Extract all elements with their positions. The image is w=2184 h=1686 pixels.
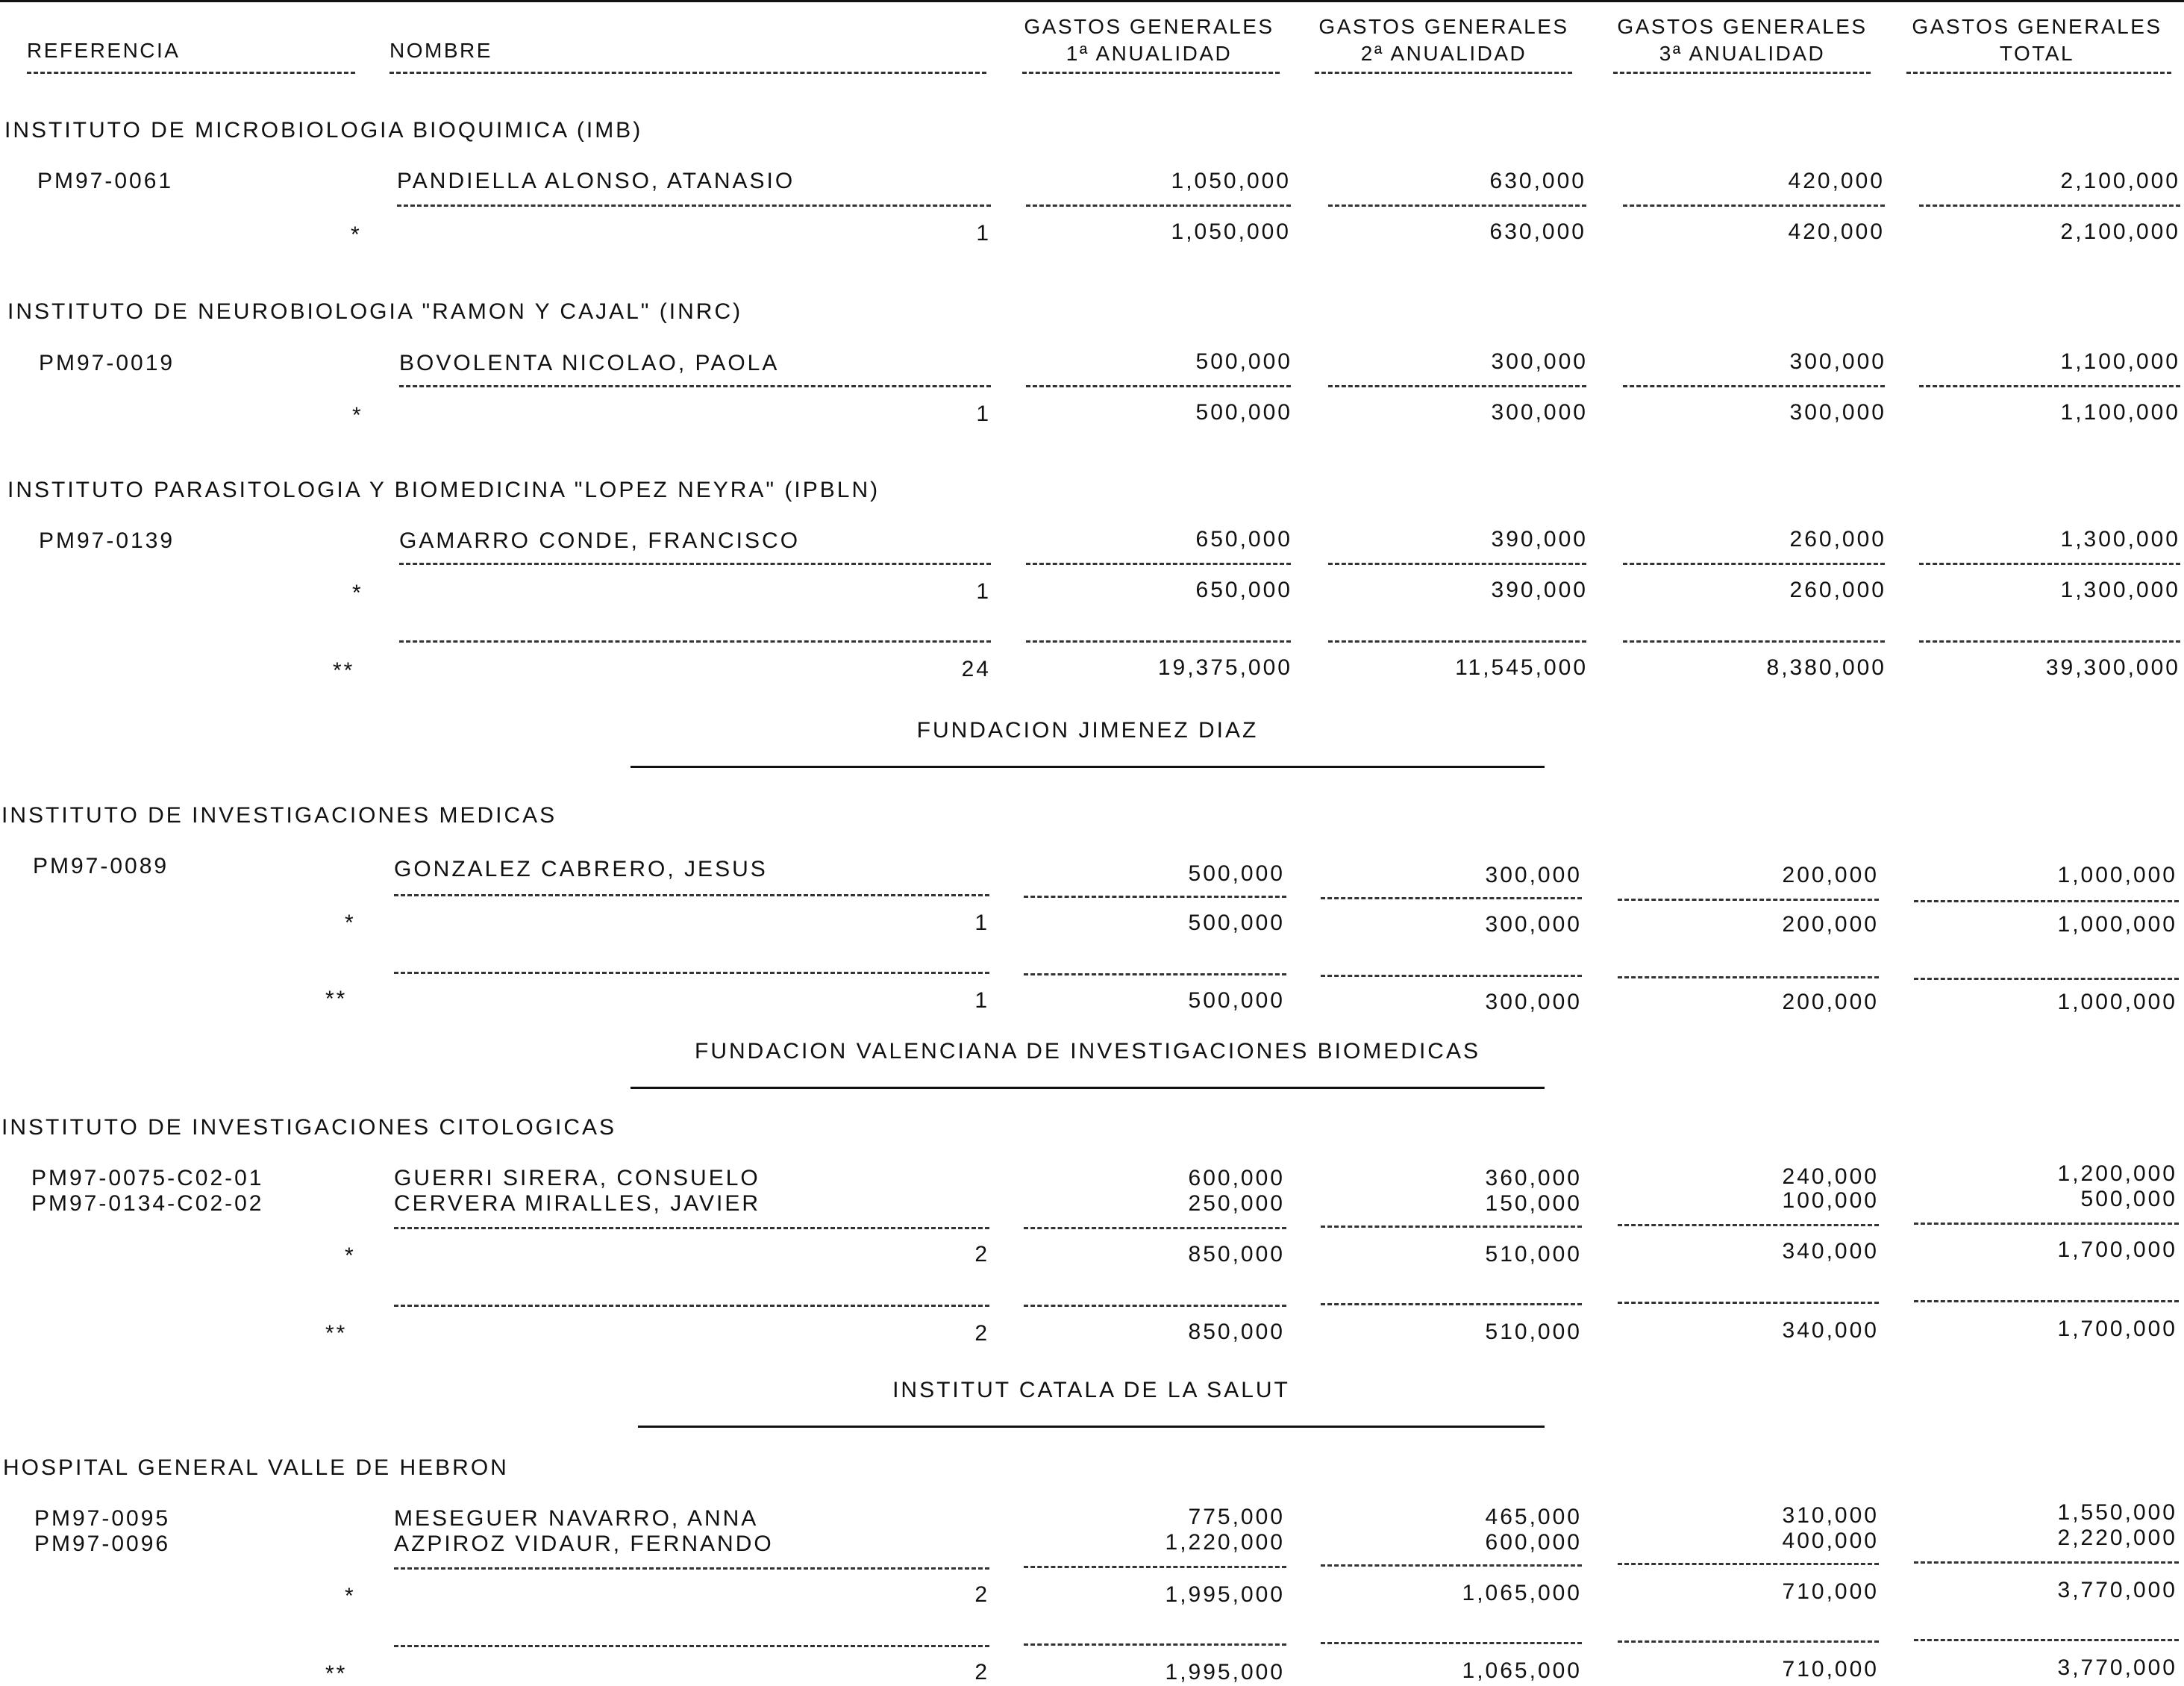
row-name: CERVERA MIRALLES, JAVIER — [394, 1191, 761, 1216]
row-ref: PM97-0061 — [37, 169, 174, 193]
grand-total-rule — [1024, 973, 1286, 975]
subtotal-a1: 650,000 — [1195, 578, 1292, 602]
row-total: 2,220,000 — [2057, 1526, 2177, 1550]
grand-total-a2: 1,065,000 — [1462, 1658, 1582, 1683]
subtotal-rule — [1623, 204, 1885, 207]
grand-total-a1: 500,000 — [1188, 988, 1285, 1013]
subtotal-total: 1,300,000 — [2060, 578, 2180, 602]
subtotal-rule — [399, 563, 991, 565]
row-total: 500,000 — [2080, 1187, 2177, 1211]
subtotal-a2: 510,000 — [1485, 1242, 1582, 1267]
grand-total-a2: 11,545,000 — [1455, 655, 1588, 680]
subtotal-total: 1,100,000 — [2060, 400, 2180, 425]
row-ref: PM97-0019 — [39, 351, 175, 375]
row-a3: 310,000 — [1782, 1503, 1879, 1528]
grand-total-rule — [1914, 1639, 2179, 1641]
row-a3: 100,000 — [1782, 1188, 1879, 1213]
row-ref: PM97-0075-C02-01 — [31, 1166, 264, 1190]
row-a2: 465,000 — [1485, 1505, 1582, 1529]
grand-total-a3: 200,000 — [1782, 990, 1879, 1014]
top-rule — [0, 0, 2184, 2]
subtotal-a2: 390,000 — [1491, 578, 1588, 602]
header-underline-ref — [27, 72, 355, 74]
organization-heading: FUNDACION JIMENEZ DIAZ — [916, 718, 1259, 743]
header-underline-a2 — [1315, 72, 1572, 74]
grand-total-a2: 510,000 — [1485, 1320, 1582, 1344]
grand-total-a1: 1,995,000 — [1165, 1660, 1285, 1685]
subtotal-a1: 500,000 — [1195, 400, 1292, 425]
subtotal-a3: 200,000 — [1782, 912, 1879, 937]
grand-total-rule — [394, 972, 989, 974]
grand-total-rule — [1321, 1303, 1582, 1305]
grand-total-count: 2 — [974, 1321, 989, 1346]
grand-total-mark: ** — [325, 987, 348, 1011]
row-a3: 400,000 — [1782, 1529, 1879, 1553]
col-header-anualidad-2: GASTOS GENERALES 2ª ANUALIDAD — [1318, 15, 1569, 65]
institute-heading: INSTITUTO DE INVESTIGACIONES MEDICAS — [1, 803, 557, 828]
subtotal-a3: 710,000 — [1782, 1579, 1879, 1604]
subtotal-rule — [1618, 1563, 1879, 1565]
row-ref: PM97-0134-C02-02 — [31, 1191, 264, 1216]
grand-total-a1: 850,000 — [1188, 1320, 1285, 1344]
row-a2: 300,000 — [1485, 863, 1582, 887]
grand-total-rule — [1618, 1640, 1879, 1643]
row-a1: 650,000 — [1195, 527, 1292, 552]
subtotal-a2: 300,000 — [1491, 400, 1588, 425]
organization-rule — [631, 1087, 1545, 1089]
grand-total-rule — [1024, 1305, 1286, 1307]
row-a1: 1,220,000 — [1165, 1530, 1285, 1555]
grand-total-rule — [399, 640, 991, 643]
subtotal-rule — [394, 894, 989, 896]
subtotal-a3: 340,000 — [1782, 1239, 1879, 1264]
subtotal-mark: * — [345, 1584, 356, 1608]
subtotal-rule — [1919, 563, 2180, 565]
row-total: 1,550,000 — [2057, 1500, 2177, 1525]
subtotal-rule — [1618, 899, 1879, 901]
subtotal-a1: 500,000 — [1188, 911, 1285, 935]
col-header-anualidad-1: GASTOS GENERALES 1ª ANUALIDAD — [1024, 15, 1274, 65]
organization-heading: INSTITUT CATALA DE LA SALUT — [892, 1378, 1290, 1402]
grand-total-total: 1,700,000 — [2057, 1317, 2177, 1341]
subtotal-a3: 260,000 — [1789, 578, 1886, 602]
header-underline-name — [389, 72, 986, 74]
subtotal-rule — [1623, 385, 1885, 387]
row-a2: 300,000 — [1491, 349, 1588, 374]
institute-heading: INSTITUTO DE MICROBIOLOGIA BIOQUIMICA (IMB) — [4, 118, 643, 143]
institute-heading: INSTITUTO DE INVESTIGACIONES CITOLOGICAS — [1, 1115, 617, 1140]
subtotal-count: 1 — [974, 911, 989, 935]
subtotal-rule — [1026, 563, 1291, 565]
grand-total-a1: 19,375,000 — [1157, 655, 1292, 680]
col-header-total: GASTOS GENERALES TOTAL — [1912, 15, 2162, 65]
subtotal-rule — [1328, 385, 1586, 387]
grand-total-rule — [1914, 978, 2179, 980]
row-a3: 260,000 — [1789, 527, 1886, 552]
row-name: AZPIROZ VIDAUR, FERNANDO — [394, 1532, 774, 1556]
subtotal-rule — [1321, 897, 1582, 899]
subtotal-rule — [394, 1567, 989, 1570]
row-ref: PM97-0139 — [39, 528, 175, 553]
subtotal-a3: 300,000 — [1789, 400, 1886, 425]
organization-rule — [631, 766, 1545, 768]
grand-total-mark: ** — [333, 658, 355, 683]
row-name: GONZALEZ CABRERO, JESUS — [394, 857, 768, 881]
subtotal-rule — [1914, 1223, 2179, 1225]
grand-total-rule — [1623, 640, 1885, 643]
subtotal-mark: * — [345, 1243, 356, 1268]
subtotal-a2: 1,065,000 — [1462, 1581, 1582, 1605]
row-a2: 600,000 — [1485, 1530, 1582, 1555]
subtotal-rule — [1618, 1224, 1879, 1226]
subtotal-rule — [1026, 385, 1291, 387]
row-total: 1,100,000 — [2060, 349, 2180, 374]
row-ref: PM97-0089 — [33, 854, 169, 878]
grand-total-rule — [1024, 1643, 1286, 1646]
grand-total-a3: 8,380,000 — [1766, 655, 1886, 680]
subtotal-a3: 420,000 — [1788, 219, 1885, 244]
subtotal-count: 1 — [976, 221, 991, 246]
grand-total-count: 2 — [974, 1660, 989, 1685]
row-a3: 200,000 — [1782, 863, 1879, 887]
subtotal-count: 1 — [976, 402, 991, 426]
subtotal-total: 2,100,000 — [2060, 219, 2180, 244]
row-ref: PM97-0096 — [34, 1532, 171, 1556]
subtotal-a1: 1,050,000 — [1171, 219, 1291, 244]
subtotal-rule — [1024, 1227, 1286, 1229]
col-header-nombre: NOMBRE — [389, 39, 492, 62]
row-a1: 500,000 — [1195, 349, 1292, 374]
subtotal-rule — [1328, 563, 1586, 565]
row-name: GUERRI SIRERA, CONSUELO — [394, 1166, 760, 1190]
row-a2: 150,000 — [1485, 1191, 1582, 1216]
subtotal-a1: 1,995,000 — [1165, 1582, 1285, 1607]
row-a3: 420,000 — [1788, 169, 1885, 193]
subtotal-rule — [1914, 900, 2179, 902]
grand-total-rule — [1618, 1302, 1879, 1304]
row-a3: 300,000 — [1789, 349, 1886, 374]
subtotal-rule — [397, 204, 991, 207]
subtotal-total: 1,700,000 — [2057, 1237, 2177, 1262]
subtotal-mark: * — [352, 403, 363, 428]
grand-total-rule — [1328, 640, 1586, 643]
row-name: PANDIELLA ALONSO, ATANASIO — [397, 169, 795, 193]
grand-total-rule — [1321, 1642, 1582, 1644]
grand-total-count: 24 — [961, 657, 991, 681]
grand-total-rule — [394, 1305, 989, 1307]
row-a1: 1,050,000 — [1171, 169, 1291, 193]
grand-total-rule — [1914, 1300, 2179, 1302]
row-a2: 630,000 — [1489, 169, 1586, 193]
header-underline-a3 — [1613, 72, 1871, 74]
institute-heading: INSTITUTO PARASITOLOGIA Y BIOMEDICINA "LOPEZ NEYRA" (IPBLN) — [7, 478, 880, 502]
subtotal-mark: * — [345, 911, 356, 935]
grand-total-a2: 300,000 — [1485, 990, 1582, 1014]
grand-total-count: 1 — [974, 988, 989, 1013]
subtotal-rule — [394, 1227, 989, 1229]
subtotal-count: 1 — [976, 579, 991, 604]
row-a2: 360,000 — [1485, 1166, 1582, 1190]
subtotal-mark: * — [352, 581, 363, 605]
subtotal-mark: * — [351, 222, 362, 247]
row-name: BOVOLENTA NICOLAO, PAOLA — [399, 351, 780, 375]
col-header-anualidad-3: GASTOS GENERALES 3ª ANUALIDAD — [1617, 15, 1868, 65]
organization-rule — [638, 1426, 1545, 1428]
row-a1: 250,000 — [1188, 1191, 1285, 1216]
subtotal-rule — [1623, 563, 1885, 565]
subtotal-a2: 630,000 — [1489, 219, 1586, 244]
grand-total-mark: ** — [325, 1661, 348, 1686]
grand-total-rule — [1618, 976, 1879, 978]
subtotal-rule — [1919, 385, 2180, 387]
grand-total-a3: 340,000 — [1782, 1318, 1879, 1343]
row-total: 1,000,000 — [2057, 863, 2177, 887]
header-underline-total — [1906, 72, 2171, 74]
subtotal-total: 1,000,000 — [2057, 912, 2177, 937]
institute-heading: INSTITUTO DE NEUROBIOLOGIA "RAMON Y CAJAL" (INRC) — [7, 299, 743, 324]
grand-total-total: 1,000,000 — [2057, 990, 2177, 1014]
grand-total-total: 3,770,000 — [2057, 1655, 2177, 1680]
subtotal-rule — [1321, 1564, 1582, 1567]
row-name: MESEGUER NAVARRO, ANNA — [394, 1506, 759, 1531]
subtotal-rule — [1026, 204, 1291, 207]
grand-total-rule — [1919, 640, 2180, 643]
subtotal-rule — [1024, 1566, 1286, 1568]
grand-total-a3: 710,000 — [1782, 1657, 1879, 1682]
row-total: 1,300,000 — [2060, 527, 2180, 552]
grand-total-rule — [1026, 640, 1291, 643]
row-a3: 240,000 — [1782, 1164, 1879, 1189]
subtotal-count: 2 — [974, 1242, 989, 1267]
grand-total-mark: ** — [325, 1321, 348, 1346]
grand-total-total: 39,300,000 — [2045, 655, 2180, 680]
row-a1: 500,000 — [1188, 861, 1285, 886]
subtotal-rule — [1024, 896, 1286, 898]
row-name: GAMARRO CONDE, FRANCISCO — [399, 528, 801, 553]
subtotal-rule — [1328, 204, 1586, 207]
row-ref: PM97-0095 — [34, 1506, 171, 1531]
subtotal-rule — [399, 385, 991, 387]
subtotal-a1: 850,000 — [1188, 1242, 1285, 1267]
subtotal-total: 3,770,000 — [2057, 1578, 2177, 1602]
organization-heading: FUNDACION VALENCIANA DE INVESTIGACIONES BIOMEDICAS — [695, 1039, 1480, 1064]
subtotal-rule — [1919, 204, 2180, 207]
subtotal-rule — [1914, 1561, 2179, 1564]
grand-total-rule — [1321, 975, 1582, 977]
row-a1: 775,000 — [1188, 1505, 1285, 1529]
institute-heading: HOSPITAL GENERAL VALLE DE HEBRON — [3, 1455, 509, 1480]
subtotal-count: 2 — [974, 1582, 989, 1607]
subtotal-a2: 300,000 — [1485, 912, 1582, 937]
subtotal-rule — [1321, 1226, 1582, 1228]
row-a2: 390,000 — [1491, 527, 1588, 552]
col-header-referencia: REFERENCIA — [27, 39, 181, 62]
grand-total-rule — [394, 1645, 989, 1647]
row-a1: 600,000 — [1188, 1166, 1285, 1190]
row-total: 2,100,000 — [2060, 169, 2180, 193]
row-total: 1,200,000 — [2057, 1161, 2177, 1186]
header-underline-a1 — [1022, 72, 1280, 74]
